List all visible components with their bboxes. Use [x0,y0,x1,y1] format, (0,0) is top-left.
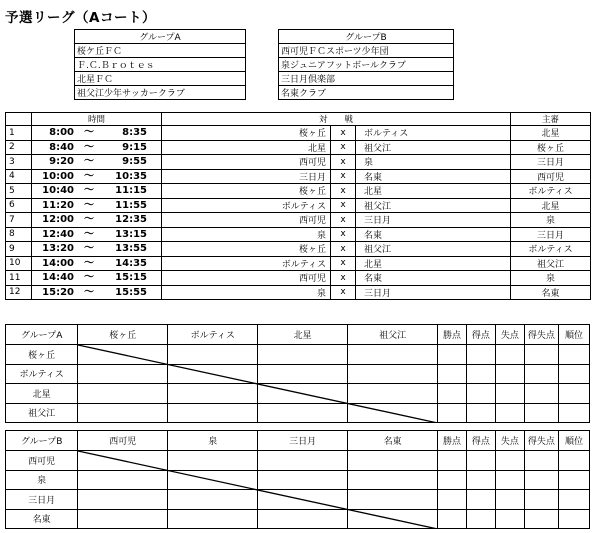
matrix-cell [348,345,438,365]
group-b-team: 名東クラブ [279,86,454,100]
match-start-time: 13:20 [42,243,74,254]
match-start-time: 10:00 [42,170,74,182]
matrix-col-team: 西可児 [78,431,168,451]
match-referee: ボルティス [511,242,591,257]
matrix-cell [438,345,467,365]
matrix-row-team: 北星 [6,384,78,404]
matrix-cell [558,470,589,490]
match-start-time: 12:40 [42,228,74,240]
match-time [32,140,162,155]
match-referee: 西可児 [511,169,591,184]
matrix-cell [524,403,558,423]
match-home-team: 桜ヶ丘 [162,184,331,199]
match-end-time: 9:15 [122,141,147,153]
match-vs-mark: x [331,213,356,228]
match-number: 9 [6,242,32,257]
matrix-stat-header: 勝点 [438,431,467,451]
matrix-row [6,345,590,365]
matrix-cell [348,470,438,490]
match-away-team: 名東 [356,227,511,242]
time-separator: ～ [84,228,94,240]
matrix-cell [466,384,495,404]
matrix-cell [348,451,438,471]
matrix-stat-header: 順位 [558,325,589,345]
time-separator: ～ [84,199,94,211]
matrix-stat-header: 得点 [466,431,495,451]
matrix-cell [466,451,495,471]
group-a-header: グループA [75,30,246,44]
match-row [6,271,591,286]
matrix-cell [438,451,467,471]
match-referee: 北星 [511,126,591,141]
matrix-stat-header: 勝点 [438,325,467,345]
matrix-cell [466,490,495,510]
match-end-time: 11:55 [115,199,147,211]
match-vs-mark: x [331,155,356,170]
matrix-cell [466,470,495,490]
match-vs-mark: x [331,256,356,271]
match-row [6,285,591,300]
matrix-cell [168,403,258,423]
group-b-team: 西可児ＦＣスポーツ少年団 [279,44,454,58]
match-time [32,198,162,213]
match-start-time: 8:40 [49,141,74,153]
match-vs-mark: x [331,271,356,286]
matrix-cell [258,451,348,471]
match-away-team: 祖父江 [356,198,511,213]
match-end-time: 13:55 [115,243,147,254]
match-end-time: 13:15 [115,228,147,240]
time-separator: ～ [84,185,94,196]
match-row [6,140,591,155]
match-row [6,184,591,199]
matrix-row [6,364,590,384]
match-referee: 三日月 [511,155,591,170]
time-separator: ～ [84,286,94,298]
group-b-table [278,29,454,100]
matrix-stat-header: 失点 [495,325,524,345]
matrix-row [6,384,590,404]
matrix-cell [168,451,258,471]
match-number: 2 [6,140,32,155]
match-time [32,213,162,228]
matrix-cell [258,345,348,365]
match-referee: ボルティス [511,184,591,199]
group-a-matrix [5,324,590,423]
matrix-cell [348,384,438,404]
matrix-row [6,470,590,490]
schedule-table [5,112,591,300]
matrix-cell [168,509,258,529]
group-a-team: 桜ケ丘ＦＣ [75,44,246,58]
match-number: 12 [6,285,32,300]
matrix-cell [78,403,168,423]
group-b-team: 三日月倶楽部 [279,72,454,86]
matrix-col-team: 三日月 [258,431,348,451]
matrix-cell [558,384,589,404]
matrix-cell [168,364,258,384]
schedule-referee-header: 主審 [511,113,591,126]
match-time [32,271,162,286]
match-vs-mark: x [331,140,356,155]
matrix-cell [438,470,467,490]
match-referee: 泉 [511,213,591,228]
match-away-team: 祖父江 [356,140,511,155]
matrix-cell [524,451,558,471]
matrix-cell [558,509,589,529]
match-vs-mark: x [331,242,356,257]
matrix-cell [438,490,467,510]
matrix-cell [348,364,438,384]
matrix-cell [466,403,495,423]
matrix-cell [495,509,524,529]
match-row [6,198,591,213]
matrix-cell [258,490,348,510]
match-home-team: 三日月 [162,169,331,184]
match-row [6,242,591,257]
matrix-row-team: 桜ヶ丘 [6,345,78,365]
match-away-team: 三日月 [356,285,511,300]
matrix-row [6,509,590,529]
match-away-team: ボルティス [356,126,511,141]
match-number: 5 [6,184,32,199]
group-a-team: 北星ＦＣ [75,72,246,86]
time-separator: ～ [84,141,94,153]
matrix-cell [438,384,467,404]
matrix-row-team: 泉 [6,470,78,490]
matrix-cell [524,345,558,365]
match-row [6,155,591,170]
matrix-cell [558,364,589,384]
matrix-cell [78,470,168,490]
match-time [32,256,162,271]
group-a-team: Ｆ.Ｃ.Ｂｒｏｔｅｓ [75,58,246,72]
matrix-cell [168,345,258,365]
match-referee: 名東 [511,285,591,300]
match-number: 10 [6,256,32,271]
matrix-row-team: 三日月 [6,490,78,510]
match-away-team: 三日月 [356,213,511,228]
match-away-team: 北星 [356,184,511,199]
matrix-cell [258,384,348,404]
match-home-team: 桜ヶ丘 [162,242,331,257]
match-home-team: ボルティス [162,256,331,271]
matrix-cell [466,509,495,529]
time-separator: ～ [84,243,94,254]
match-time [32,227,162,242]
matrix-cell [558,490,589,510]
match-time [32,184,162,199]
matrix-cell [348,403,438,423]
matrix-cell [258,509,348,529]
matrix-cell [438,364,467,384]
match-home-team: 泉 [162,285,331,300]
match-home-team: 西可児 [162,213,331,228]
matrix-cell [466,345,495,365]
matrix-row [6,451,590,471]
match-home-team: 泉 [162,227,331,242]
matrix-cell [524,470,558,490]
matrix-group-label: グループA [6,325,78,345]
match-end-time: 15:15 [115,272,147,283]
match-vs-mark: x [331,227,356,242]
match-vs-mark: x [331,184,356,199]
match-start-time: 8:00 [49,127,74,138]
matrix-cell [524,384,558,404]
match-home-team: 西可児 [162,271,331,286]
matrix-cell [495,490,524,510]
matrix-header-row [6,325,590,345]
match-number: 1 [6,126,32,141]
match-referee: 三日月 [511,227,591,242]
matrix-stat-header: 得点 [466,325,495,345]
matrix-cell [78,509,168,529]
matrix-row [6,403,590,423]
matrix-cell [78,384,168,404]
match-start-time: 11:20 [42,199,74,211]
match-row [6,126,591,141]
matrix-cell [558,403,589,423]
match-referee: 桜ヶ丘 [511,140,591,155]
match-start-time: 15:20 [42,286,74,298]
match-row [6,213,591,228]
matrix-group-label: グループB [6,431,78,451]
matrix-cell [78,451,168,471]
match-number: 7 [6,213,32,228]
page-title: 予選リーグ（Aコート） [5,10,156,26]
match-away-team: 名東 [356,271,511,286]
group-b-matrix [5,430,590,529]
matrix-cell [78,345,168,365]
matrix-cell [258,403,348,423]
time-separator: ～ [84,272,94,283]
matrix-cell [466,364,495,384]
time-separator: ～ [84,127,94,138]
match-away-team: 名東 [356,169,511,184]
match-end-time: 10:35 [115,170,147,182]
matrix-col-team: 北星 [258,325,348,345]
matrix-header-row [6,431,590,451]
matrix-row-team: 祖父江 [6,403,78,423]
match-referee: 北星 [511,198,591,213]
matrix-col-team: 泉 [168,431,258,451]
match-number: 11 [6,271,32,286]
matrix-cell [524,364,558,384]
matrix-cell [495,364,524,384]
matrix-col-team: 祖父江 [348,325,438,345]
match-referee: 祖父江 [511,256,591,271]
time-separator: ～ [84,156,94,167]
group-a-team: 祖父江少年サッカークラブ [75,86,246,100]
matrix-cell [168,470,258,490]
match-start-time: 12:00 [42,214,74,225]
matrix-cell [438,403,467,423]
matrix-cell [558,451,589,471]
time-separator: ～ [84,214,94,225]
matrix-cell [495,470,524,490]
match-away-team: 祖父江 [356,242,511,257]
matrix-row-team: 名東 [6,509,78,529]
matrix-cell [348,509,438,529]
match-row [6,169,591,184]
match-vs-mark: x [331,198,356,213]
match-row [6,256,591,271]
matrix-stat-header: 順位 [558,431,589,451]
match-vs-mark: x [331,126,356,141]
matrix-row-team: ボルティス [6,364,78,384]
match-start-time: 10:40 [42,185,74,196]
match-home-team: 北星 [162,140,331,155]
matrix-cell [258,364,348,384]
group-a-table [74,29,246,100]
match-end-time: 9:55 [122,156,147,167]
matrix-stat-header: 得失点 [524,431,558,451]
matrix-cell [348,490,438,510]
schedule-no-header [6,113,32,126]
matrix-cell [168,384,258,404]
schedule-time-header: 時間 [32,113,162,126]
matrix-cell [495,403,524,423]
match-start-time: 14:40 [42,272,74,283]
matrix-cell [495,384,524,404]
match-vs-mark: x [331,285,356,300]
match-number: 8 [6,227,32,242]
matrix-cell [78,490,168,510]
match-time [32,169,162,184]
matrix-cell [495,345,524,365]
matrix-col-team: 桜ヶ丘 [78,325,168,345]
group-b-header: グループB [279,30,454,44]
match-end-time: 14:35 [115,257,147,269]
schedule-vs-header: 対 戦 [162,113,511,126]
match-number: 6 [6,198,32,213]
match-start-time: 9:20 [49,156,74,167]
match-time [32,155,162,170]
match-home-team: ボルティス [162,198,331,213]
match-referee: 泉 [511,271,591,286]
match-away-team: 泉 [356,155,511,170]
matrix-cell [258,470,348,490]
matrix-row-team: 西可児 [6,451,78,471]
match-row [6,227,591,242]
time-separator: ～ [84,170,94,182]
matrix-cell [438,509,467,529]
match-time [32,242,162,257]
matrix-col-team: 名東 [348,431,438,451]
matrix-col-team: ボルティス [168,325,258,345]
match-start-time: 14:00 [42,257,74,269]
match-end-time: 12:35 [115,214,147,225]
matrix-cell [495,451,524,471]
match-away-team: 北星 [356,256,511,271]
matrix-stat-header: 得失点 [524,325,558,345]
match-time [32,126,162,141]
match-number: 4 [6,169,32,184]
matrix-cell [524,490,558,510]
matrix-cell [524,509,558,529]
matrix-stat-header: 失点 [495,431,524,451]
group-b-team: 泉ジュニアフットボールクラブ [279,58,454,72]
matrix-cell [78,364,168,384]
match-home-team: 桜ヶ丘 [162,126,331,141]
matrix-cell [168,490,258,510]
match-end-time: 11:15 [115,185,147,196]
match-home-team: 西可児 [162,155,331,170]
matrix-row [6,490,590,510]
match-time [32,285,162,300]
match-number: 3 [6,155,32,170]
match-end-time: 15:55 [115,286,147,298]
matrix-cell [558,345,589,365]
match-end-time: 8:35 [122,127,147,138]
time-separator: ～ [84,257,94,269]
match-vs-mark: x [331,169,356,184]
